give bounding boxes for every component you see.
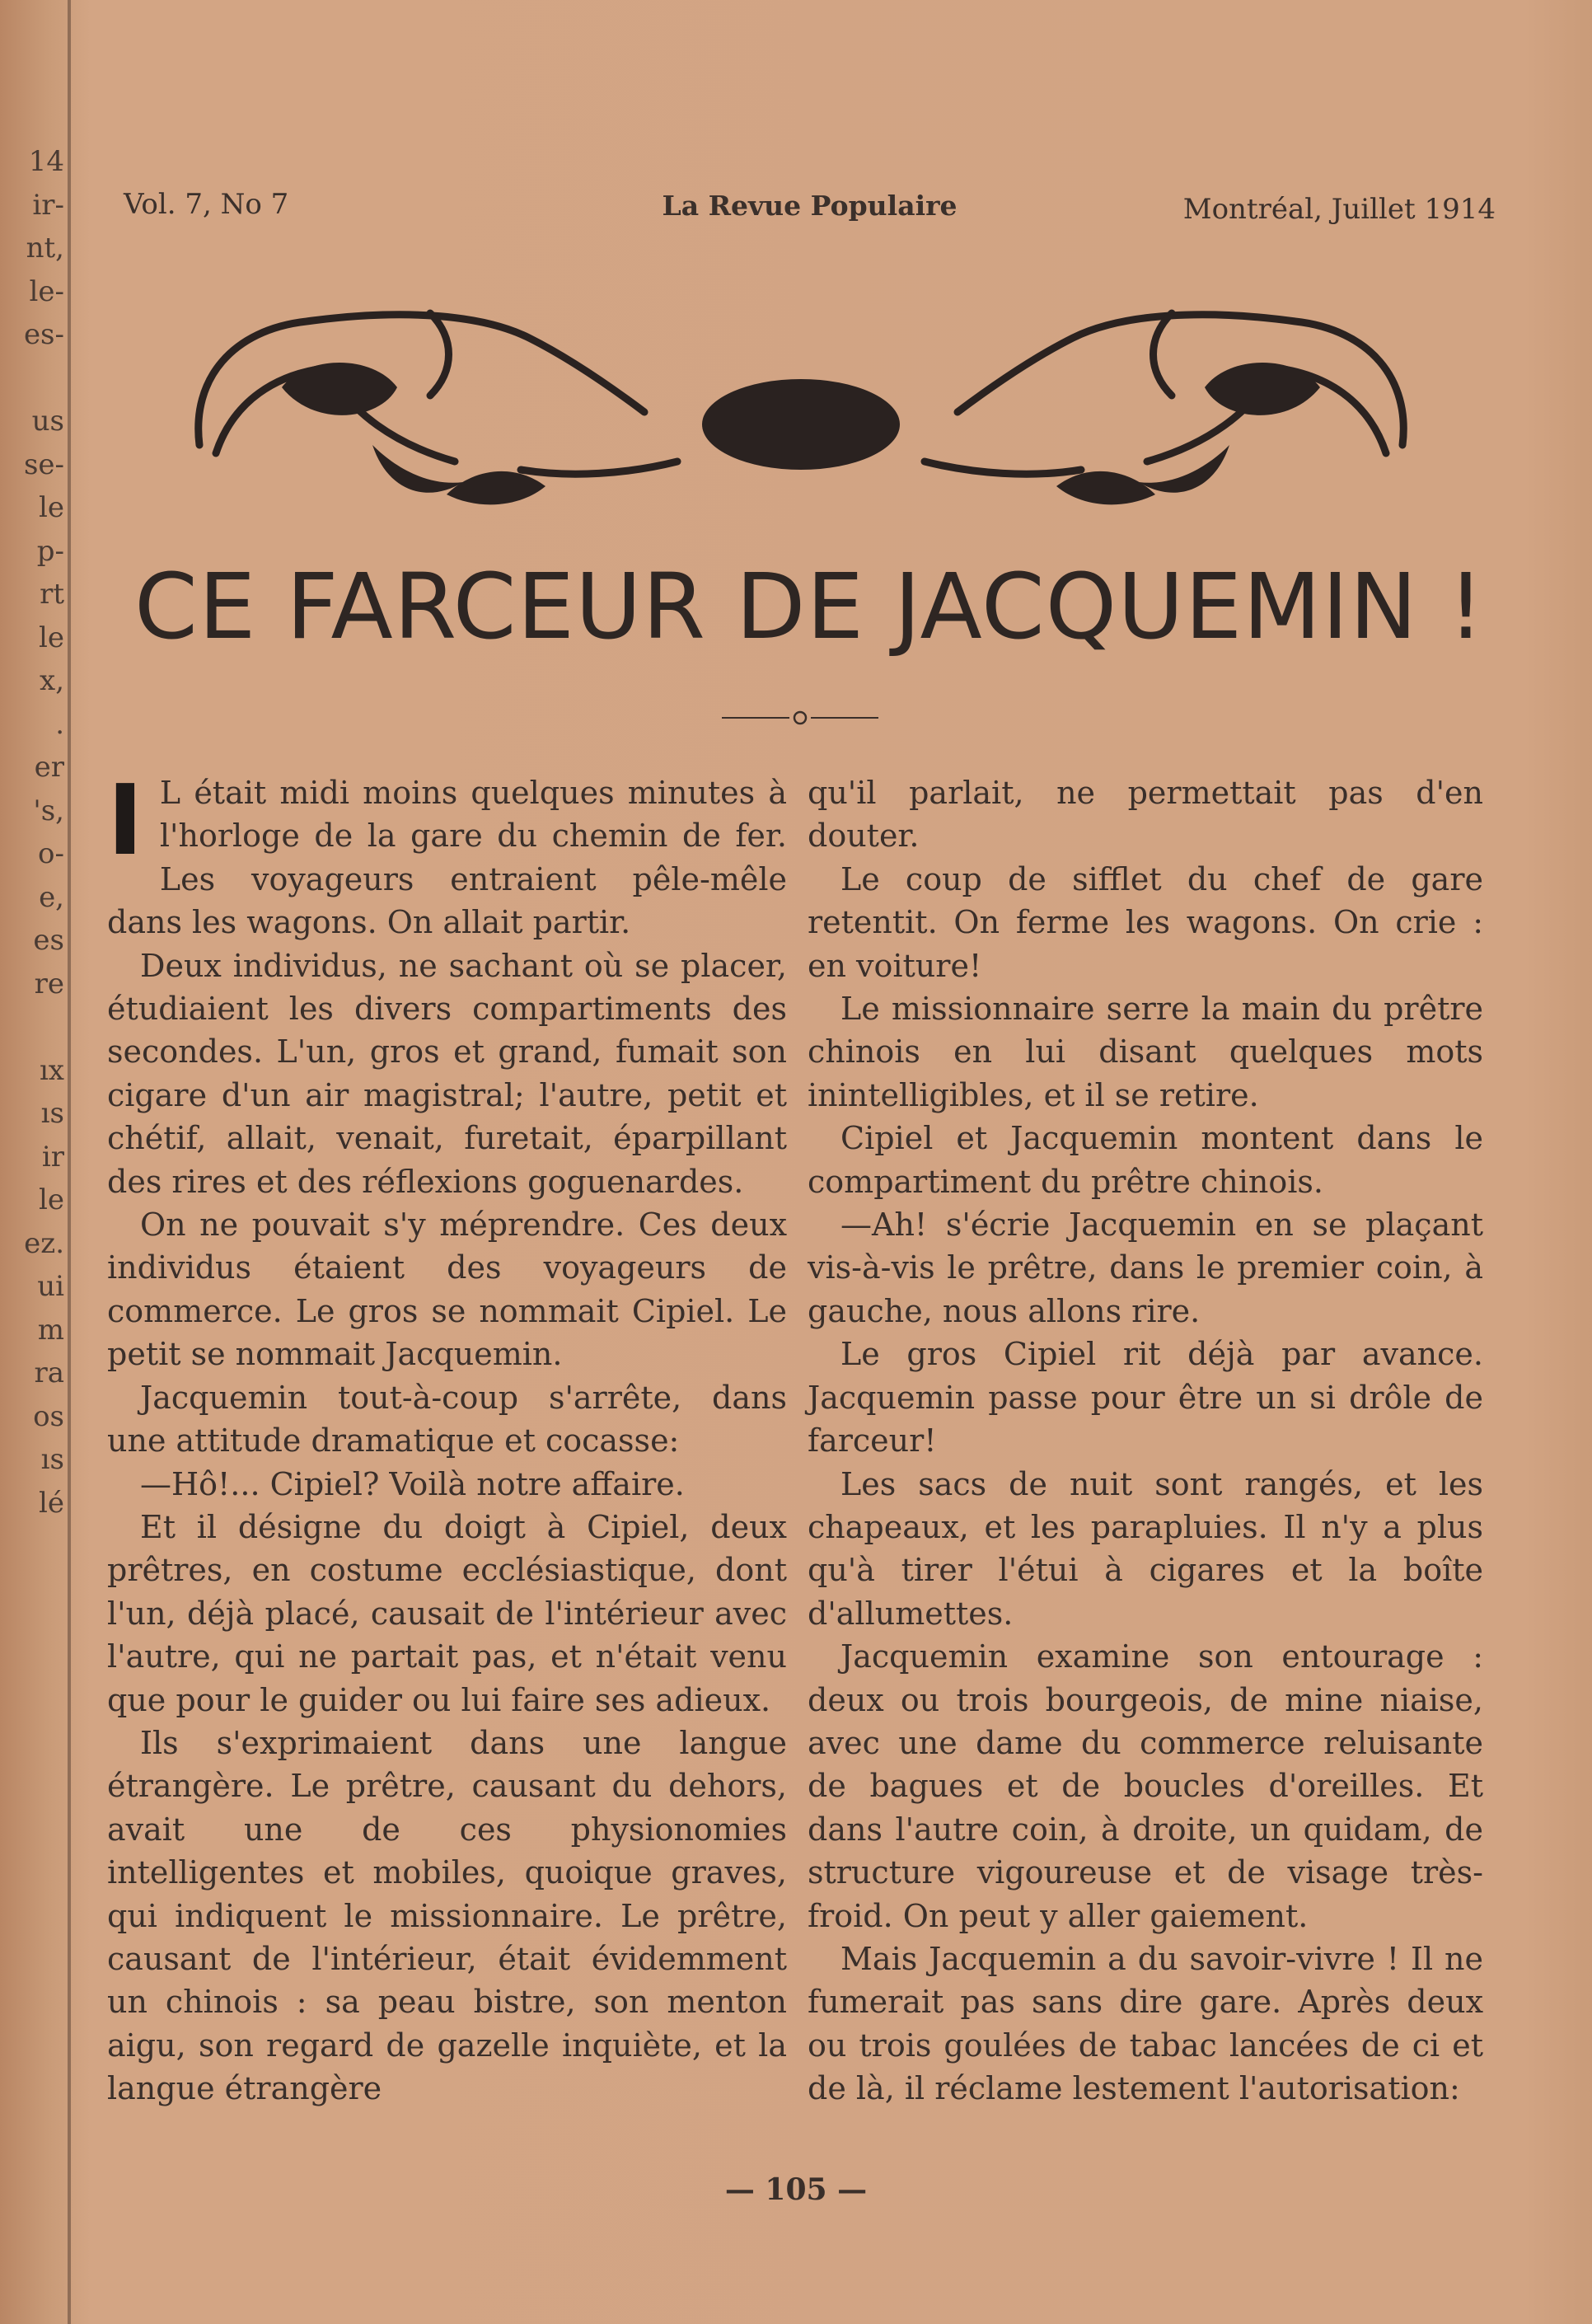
margin-fragment: e,: [39, 880, 64, 914]
paragraph: —Ah! s'écrie Jacquemin en se plaçant vis-à-vis le prêtre, dans le premier coin, à gauche, nous allons rire.: [808, 1207, 1483, 1329]
margin-fragment: ıx: [39, 1053, 64, 1087]
margin-fragment: o-: [38, 837, 64, 870]
paragraph-continued: qu'il parlait, ne permettait pas d'en douter.: [808, 775, 1483, 855]
margin-fragment: ıs: [40, 1097, 64, 1130]
margin-fragment: lé: [39, 1486, 64, 1520]
paragraph: Le coup de sifflet du chef de gare retentit. On ferme les wagons. On crie : en voiture!: [808, 860, 1483, 984]
paragraph: —Hô!... Cipiel? Voilà notre affaire.: [140, 1465, 685, 1502]
margin-fragment: [0, 1005, 64, 1049]
margin-fragment: m: [37, 1313, 64, 1347]
art-nouveau-ornament: [183, 280, 1419, 527]
paragraph: Jacquemin examine son entourage : deux ou trois bourgeois, de mine niaise, avec une dame du commerce reluisante de bagues et de boucles d'oreilles. Et dans l'autre coin, à droite, un quidam, de structure vigoureuse et de visage très-froid. On peut y aller gaiement.: [808, 1638, 1483, 1934]
margin-fragment: ui: [37, 1270, 64, 1303]
margin-fragment: le: [39, 621, 64, 654]
paragraph: Jacquemin tout-à-coup s'arrête, dans une attitude dramatique et cocasse:: [107, 1379, 787, 1460]
margin-fragment: p-: [36, 534, 64, 568]
header-volume: Vol. 7, No 7: [124, 188, 289, 221]
margin-fragment: es-: [23, 318, 64, 351]
margin-fragment: le: [39, 1183, 64, 1216]
page-number: — 105 —: [724, 2172, 868, 2207]
paragraph: Deux individus, ne sachant où se placer, étudiaient les divers compartiments des secondes. L'un, gros et grand, fumait son cigare d'un air magistral; l'autre, petit et chétif, allait, venait, furetait, éparpillant des rires et des réflexions goguenardes.: [107, 947, 787, 1200]
margin-fragment: ıs: [40, 1443, 64, 1476]
margin-fragment: os: [33, 1399, 64, 1433]
margin-fragment: le-: [29, 274, 64, 308]
margin-fragment: 14: [28, 145, 64, 178]
paragraph: Le missionnaire serre la main du prêtre chinois en lui disant quelques mots inintelligibles, et il se retire.: [808, 991, 1483, 1113]
right-column: [808, 771, 1483, 2111]
margin-fragment: er: [34, 751, 64, 784]
header-publication: La Revue Populaire: [662, 190, 958, 222]
paragraph: Le gros Cipiel rit déjà par avance. Jacquemin passe pour être un si drôle de farceur!: [808, 1336, 1483, 1460]
margin-fragment: ir: [41, 1140, 64, 1174]
margin-fragment: nt,: [26, 232, 64, 265]
paragraph: Les sacs de nuit sont rangés, et les chapeaux, et les parapluies. Il n'y a plus qu'à tirer l'étui à cigares et la boîte d'allumettes.: [808, 1465, 1483, 1632]
margin-fragment: us: [31, 405, 64, 438]
paragraph: Cipiel et Jacquemin montent dans le compartiment du prêtre chinois.: [808, 1120, 1483, 1200]
header-place-date: Montréal, Juillet 1914: [1182, 193, 1496, 226]
margin-fragment: x,: [40, 664, 64, 697]
paragraph: Mais Jacquemin a du savoir-vivre ! Il ne fumerait pas sans dire gare. Après deux ou trois goulées de tabac lancées de ci et de là, il réclame lestement l'autorisation:: [808, 1940, 1483, 2107]
margin-fragment: se-: [23, 447, 64, 481]
previous-page-margin: [0, 140, 64, 1525]
margin-fragment: re: [34, 967, 64, 1000]
margin-fragment: ez.: [24, 1226, 64, 1260]
left-column: [107, 763, 787, 2111]
article-title: CE FARCEUR DE JACQUEMIN !: [134, 554, 1485, 659]
book-gutter: [68, 0, 71, 2324]
margin-fragment: le: [39, 491, 64, 524]
opening-paragraph: [107, 763, 787, 944]
margin-fragment: ra: [34, 1356, 64, 1389]
title-divider: [722, 705, 878, 730]
paragraph: Et il désigne du doigt à Cipiel, deux prêtres, en costume ecclésiastique, dont l'un, déjà placé, causait de l'intérieur avec l'autre, qui ne partait pas, et n'était venu que pour le guider ou lui faire ses adieux.: [107, 1508, 787, 1718]
paragraph: Ils s'exprimaient dans une langue étrangère. Le prêtre, causant du dehors, avait une de ces physionomies intelligentes et mobiles, quoique graves, qui indiquent le missionnaire. Le prêtre, causant de l'intérieur, était évidemment un chinois : sa peau bistre, son menton aigu, son regard de gazelle inquiète, et la langue étrangère: [107, 1724, 787, 2107]
margin-fragment: [0, 357, 64, 401]
margin-fragment: .: [55, 707, 64, 741]
drop-cap: I: [107, 763, 143, 877]
paragraph: On ne pouvait s'y méprendre. Ces deux individus étaient des voyageurs de commerce. Le gros se nommait Cipiel. Le petit se nommait Jacquemin.: [107, 1207, 787, 1373]
margin-fragment: rt: [40, 578, 64, 611]
paragraph-text: L était midi moins quelques minutes à l'horloge de la gare du chemin de fer. Les voyageurs entraient pêle-mêle dans les wagons. On allait partir.: [107, 775, 787, 941]
margin-fragment: 's,: [33, 794, 64, 827]
margin-fragment: es: [33, 924, 64, 957]
margin-fragment: ir-: [32, 188, 64, 222]
